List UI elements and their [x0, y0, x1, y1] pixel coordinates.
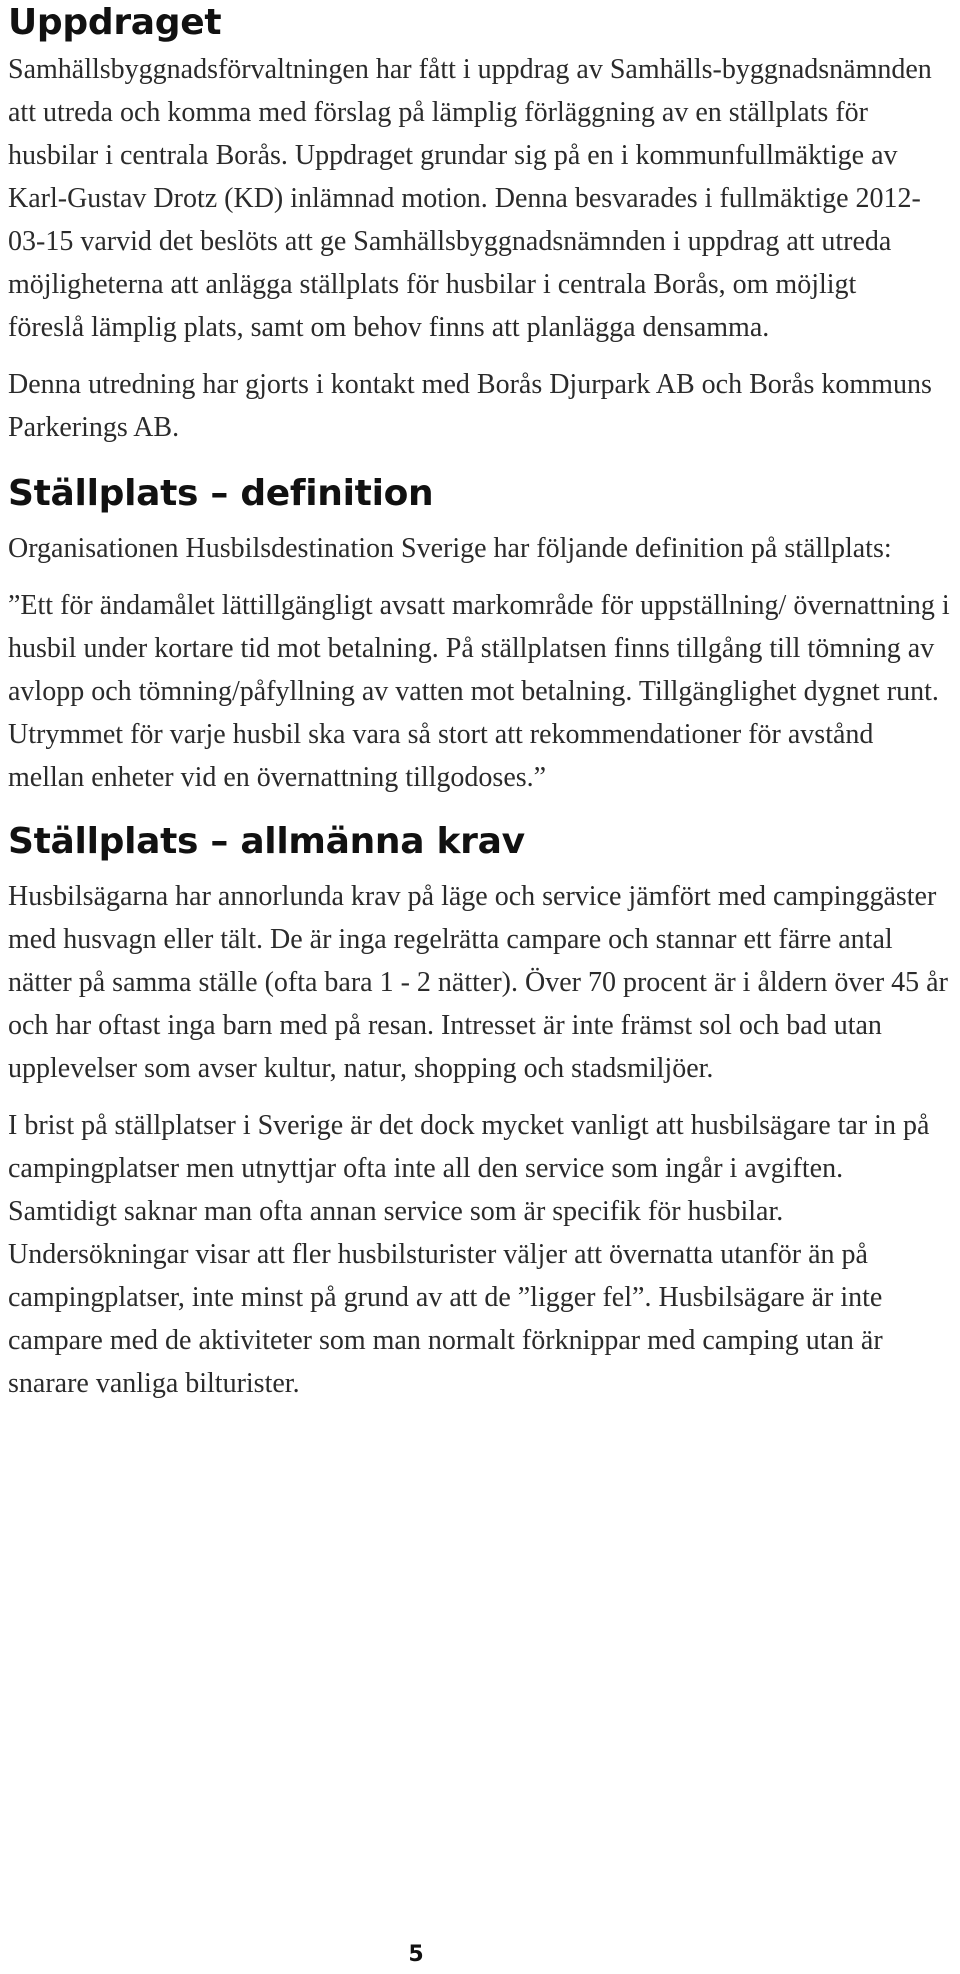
paragraph-krav-2: I brist på ställplatser i Sverige är det dock mycket vanligt att husbilsägare tar in på campingplatser men utnyttjar ofta inte all den service som ingår i avgiften. Samtidigt saknar man ofta annan service som är specifik för husbilar. Undersökningar visar att fler husbilsturister väljer att övernatta utanför än på campingplatser, inte minst på grund av att de ”ligger fel”. Husbilsägare är inte campare med de aktiviteter som man normalt förknippar med camping utan är snarare vanliga bilturister. — [8, 1110, 930, 1399]
paragraph-uppdraget-1: Samhällsbyggnadsförvaltningen har fått i uppdrag av Samhälls-byggnadsnämnden att utreda och komma med förslag på lämplig förläggning av en ställplats för husbilar i centrala Borås. Uppdraget grundar sig på en i kommunfullmäktige av Karl-Gustav Drotz (KD) inlämnad motion. Denna besvarades i fullmäktige 2012-03-15 varvid det beslöts att ge Samhällsbyggnadsnämnden i uppdrag att utreda möjligheterna att anlägga ställplats för husbilar i centrala Borås, om möjligt föreslå lämplig plats, samt om behov finns att planlägga densamma. — [8, 54, 932, 343]
page-number: 5 — [408, 1942, 424, 1967]
paragraph-krav-1: Husbilsägarna har annorlunda krav på läge och service jämfört med campinggäster med husvagn eller tält. De är inga regelrätta campare och stannar ett färre antal nätter på samma ställe (ofta bara 1 - 2 nätter). Över 70 procent är i åldern över 45 år och har oftast inga barn med på resan. Intresset är inte främst sol och bad utan upplevelser som avser kultur, natur, shopping och stadsmiljöer. — [8, 881, 948, 1084]
heading-allmanna-krav: Ställplats – allmänna krav — [8, 821, 525, 862]
heading-definition: Ställplats – definition — [8, 473, 434, 514]
heading-uppdraget: Uppdraget — [8, 2, 222, 43]
paragraph-uppdraget-2: Denna utredning har gjorts i kontakt med Borås Djurpark AB och Borås kommuns Parkerings AB. — [8, 369, 932, 443]
document-page — [8, 0, 956, 1405]
paragraph-definition-quote: ”Ett för ändamålet lättillgängligt avsatt markområde för uppställning/ övernattning i husbil under kortare tid mot betalning. På ställplatsen finns tillgång till tömning av avlopp och tömning/påfyllning av vatten mot betalning. Tillgänglighet dygnet runt. Utrymmet för varje husbil ska vara så stort att rekommendationer för avstånd mellan enheter vid en övernattning tillgodoses.” — [8, 590, 950, 793]
paragraph-definition-1: Organisationen Husbilsdestination Sverige har följande definition på ställplats: — [8, 533, 892, 564]
